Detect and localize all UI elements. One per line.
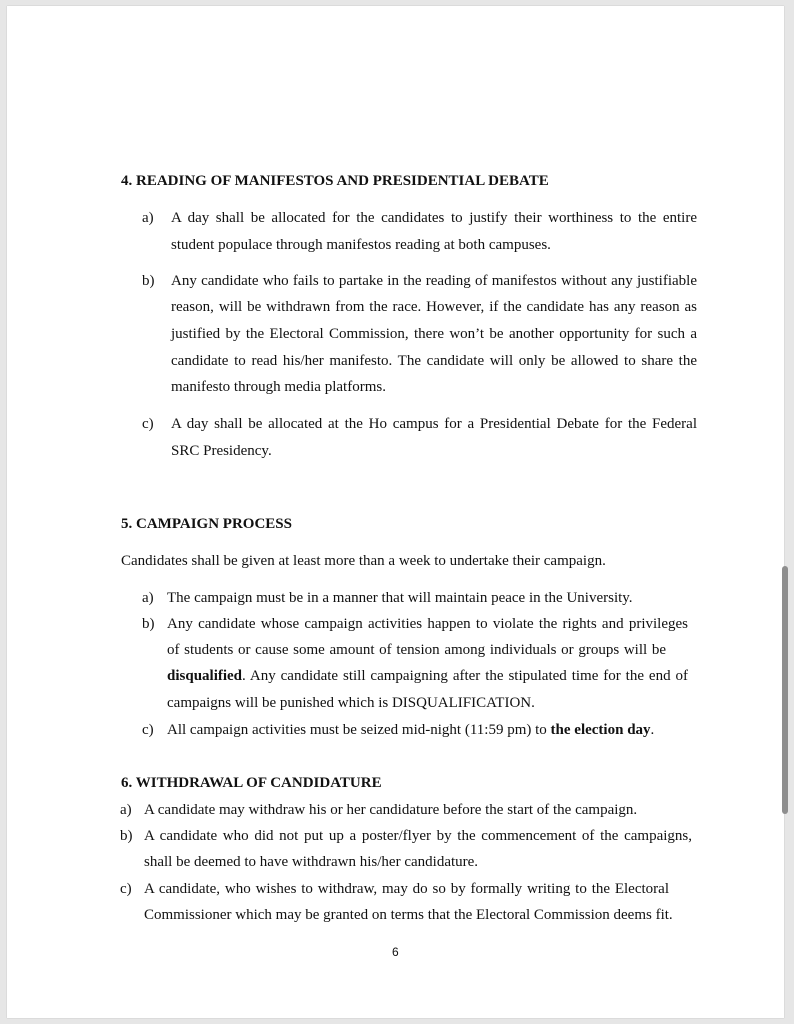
- s6-b-marker: b): [120, 828, 133, 844]
- s4-c-line: A day shall be allocated at the Ho campus for a Presidential Debate for the Federal: [171, 416, 697, 432]
- s5-c-text: All campaign activities must be seized mid-night (11:59 pm) to: [167, 722, 551, 738]
- s4-a-line: A day shall be allocated for the candidates to justify their worthiness to the entire: [171, 210, 697, 226]
- section-4-heading: 4. READING OF MANIFESTOS AND PRESIDENTIAL DEBATE: [121, 173, 549, 189]
- s5-c-marker: c): [142, 722, 154, 738]
- s6-c-line: A candidate, who wishes to withdraw, may do so by formally writing to the Electoral: [144, 881, 669, 897]
- s6-b-line: A candidate who did not put up a poster/flyer by the commencement of the campaigns,: [144, 828, 692, 844]
- s4-b-line: manifesto through media platforms.: [171, 379, 386, 395]
- s4-c-marker: c): [142, 416, 154, 432]
- document-page: [7, 6, 784, 1018]
- s5-b-line: campaigns will be punished which is DISQUALIFICATION.: [167, 695, 535, 711]
- s4-b-line: reason, will be withdrawn from the race. However, if the candidate has any reason as: [171, 299, 697, 315]
- section-6-heading: 6. WITHDRAWAL OF CANDIDATURE: [121, 775, 382, 791]
- page-number: 6: [392, 945, 399, 959]
- s5-a-line: The campaign must be in a manner that will maintain peace in the University.: [167, 590, 633, 606]
- s6-c-line: Commissioner which may be granted on terms that the Electoral Commission deems fit.: [144, 907, 673, 923]
- s4-b-line: justified by the Electoral Commission, there won’t be another opportunity for such a: [171, 326, 697, 342]
- s5-intro: Candidates shall be given at least more than a week to undertake their campaign.: [121, 553, 606, 569]
- s5-b-text: . Any candidate still campaigning after the stipulated time for the end of: [242, 668, 688, 684]
- s5-c-line: [167, 721, 654, 739]
- section-5-heading: 5. CAMPAIGN PROCESS: [121, 516, 292, 532]
- s4-b-line: candidate to read his/her manifesto. The candidate will only be allowed to share the: [171, 353, 697, 369]
- s5-b-line: Any candidate whose campaign activities happen to violate the rights and privileges: [167, 616, 688, 632]
- s4-b-line: Any candidate who fails to partake in the reading of manifestos without any justifiable: [171, 273, 697, 289]
- s5-b-marker: b): [142, 616, 155, 632]
- s5-a-marker: a): [142, 590, 154, 606]
- s4-a-line: student populace through manifestos reading at both campuses.: [171, 237, 551, 253]
- s4-a-marker: a): [142, 210, 154, 226]
- s6-a-line: A candidate may withdraw his or her candidature before the start of the campaign.: [144, 802, 638, 818]
- s6-a-marker: a): [120, 802, 132, 818]
- s5-c-end: .: [650, 722, 655, 738]
- s5-b-bold: disqualified: [167, 668, 243, 684]
- s4-b-marker: b): [142, 273, 155, 289]
- s6-c-marker: c): [120, 881, 132, 897]
- s5-b-line: [167, 667, 688, 685]
- s5-b-line: of students or cause some amount of tension among individuals or groups will be: [167, 642, 666, 658]
- s4-c-line: SRC Presidency.: [171, 443, 272, 459]
- s6-b-line: shall be deemed to have withdrawn his/her candidature.: [144, 854, 479, 870]
- s5-c-bold: the election day: [550, 722, 651, 738]
- vertical-scrollbar[interactable]: [782, 566, 788, 814]
